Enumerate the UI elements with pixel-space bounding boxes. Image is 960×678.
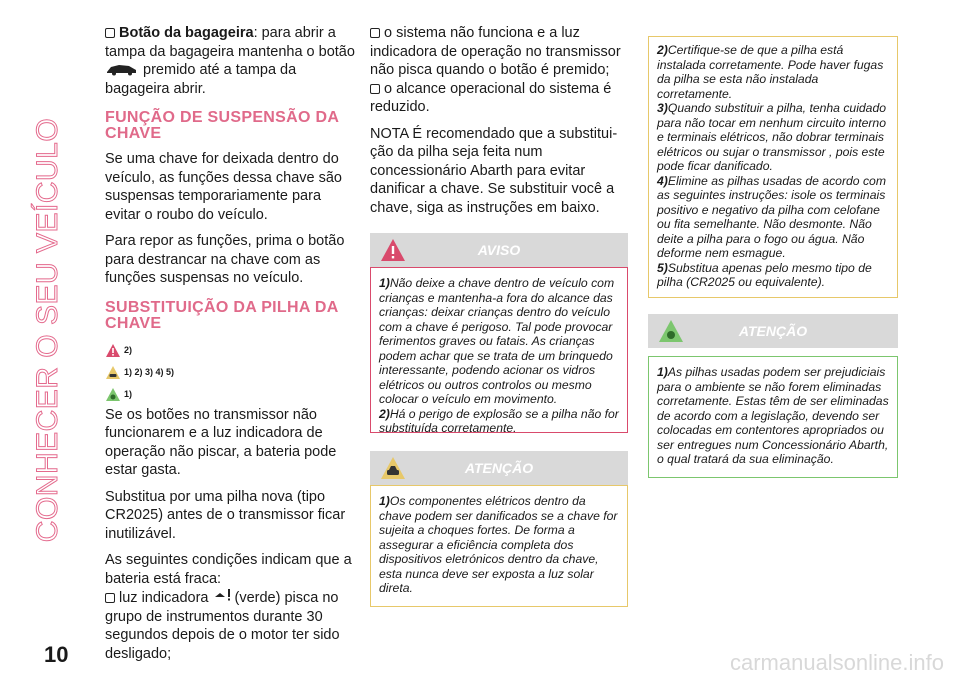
bullet-square-icon (370, 28, 380, 38)
green-atencao-box (648, 356, 898, 478)
heading-battery-replacement: SUBSTITUIÇÃO DA PILHA DA CHAVE (105, 298, 338, 332)
trunk-button-paragraph: Botão da bagageira: para abrir a tampa da bagageira mantenha o botão premido até a tampa da bagageira abrir. (105, 25, 355, 97)
aviso-box (370, 267, 628, 433)
car-caution-icon (380, 456, 406, 480)
battery-paragraph-3: As seguintes condições indicam que a bateria está fraca: (105, 552, 352, 587)
environment-leaf-icon (658, 319, 684, 343)
warning-triangle-icon (105, 343, 121, 358)
atencao-item-2: 2)Certifique-se de que a pilha está instalada corretamente. Pode haver fugas da pilha se esta não instalada corretamente. (657, 43, 884, 101)
battery-paragraph-2: Substitua por uma pilha nova (tipo CR2025) antes de o transmissor ficar inutilizável. (105, 488, 346, 542)
atencao-item-3: 3)Quando substituir a pilha, tenha cuidado para não tocar em nenhum circuito interno e terminais elétricos, não dobrar terminais elétricos ou sujar o transmissor , pois este pode ficar danificado. (657, 101, 887, 173)
column-2 (370, 24, 628, 607)
column-1 (105, 24, 355, 671)
bullet-system-fails: o sistema não funciona e a luz indicadora de operação no transmissor não pisca quando o botão é premido; (370, 25, 621, 78)
bullet-square-icon (105, 593, 115, 603)
aviso-item-2: 2)Há o perigo de explosão se a pilha não for substituída corretamente. (379, 406, 619, 435)
atencao-box (370, 485, 628, 607)
key-indicator-icon (213, 588, 235, 602)
heading-key-suspension: FUNÇÃO DE SUSPENSÃO DA CHAVE (105, 109, 339, 142)
warning-triangle-icon (380, 238, 406, 262)
battery-paragraph-1: Se os botões no transmissor não funcionarem e a luz indicadora de operação não piscar, a bateria pode estar gasta. (105, 406, 337, 478)
bullet-square-icon (105, 28, 115, 38)
column-3 (648, 36, 898, 478)
aviso-item-1: 1)Não deixe a chave dentro de veículo com crianças e mantenha-a fora do alcance das crianças: deixar crianças dentro do veículo com a chave é perigoso. Tal pode provocar ferimentos graves ou fatais. As crianças podem achar que se trata de um brinquedo interessante, podendo acionar os vidros elétricos ou outros controlos ou mesmo colocar o veículo em movimento. (379, 276, 615, 406)
suspension-paragraph-2: Para repor as funções, prima o botão para destrancar na chave com as funções suspensas no veículo. (105, 233, 345, 286)
watermark: carmanualsonline.info (729, 650, 944, 675)
suspension-paragraph-1: Se uma chave for deixada dentro do veículo, as funções dessa chave são suspensas temporariamente para evitar o roubo do veículo. (105, 151, 342, 223)
green-atencao-item-1: 1)As pilhas usadas podem ser prejudiciais para o ambiente se não forem eliminadas corretamente. Estas têm de ser eliminadas de acordo com a legislação, devendo ser colocadas em contentores apropriados ou ser entregues num Concessionário Abarth, o qual tratará da sua eliminação. (657, 365, 889, 466)
atencao-continued-box (648, 36, 898, 298)
atencao-item-1: 1)Os componentes elétricos dentro da chave podem ser danificados se a chave for sujeita a choques fortes. De forma a assegurar a eficiência completa dos dispositivos eletrónicos dentro da chave, esta nunca deve ser exposta a luz solar direta. (379, 494, 618, 595)
atencao-item-5: 5)Substitua apenas pelo mesmo tipo de pilha (CR2025 ou equivalente). (657, 260, 872, 289)
green-atencao-header: ATENÇÃO (648, 314, 898, 348)
environment-leaf-icon (105, 387, 121, 402)
atencao-header: ATENÇÃO (370, 451, 628, 485)
aviso-header: AVISO (370, 233, 628, 267)
warning-ref-green: 1) (105, 384, 355, 406)
atencao-item-4: 4)Elimine as pilhas usadas de acordo com as seguintes instruções: isole os terminais positivo e negativo da pilha com celofane ou fita semelhante. Não desmonte. Não deite a pilha para o fogo ou água. Não deforme nem esmague. (657, 173, 886, 260)
bullet-square-icon (370, 84, 380, 94)
car-caution-icon (105, 365, 121, 380)
bullet-indicator-light: luz indicadora (verde) pisca no grupo de instrumentos durante 30 segundos depois de o motor ter sido desligado; (105, 590, 340, 662)
warning-ref-yellow: 1) 2) 3) 4) 5) (105, 362, 355, 384)
bullet-range-reduced: o alcance operacional do sistema é reduzido. (370, 80, 612, 115)
page-number: 10 (44, 642, 69, 667)
trunk-car-icon (105, 62, 139, 76)
note-paragraph: NOTA É recomendado que a substitui-ção da pilha seja feita num concessionário Abarth para evitar danificar a chave. Se substituir você a chave, siga as instruções em baixo. (370, 125, 618, 216)
warning-ref-red: 2) (105, 340, 355, 362)
